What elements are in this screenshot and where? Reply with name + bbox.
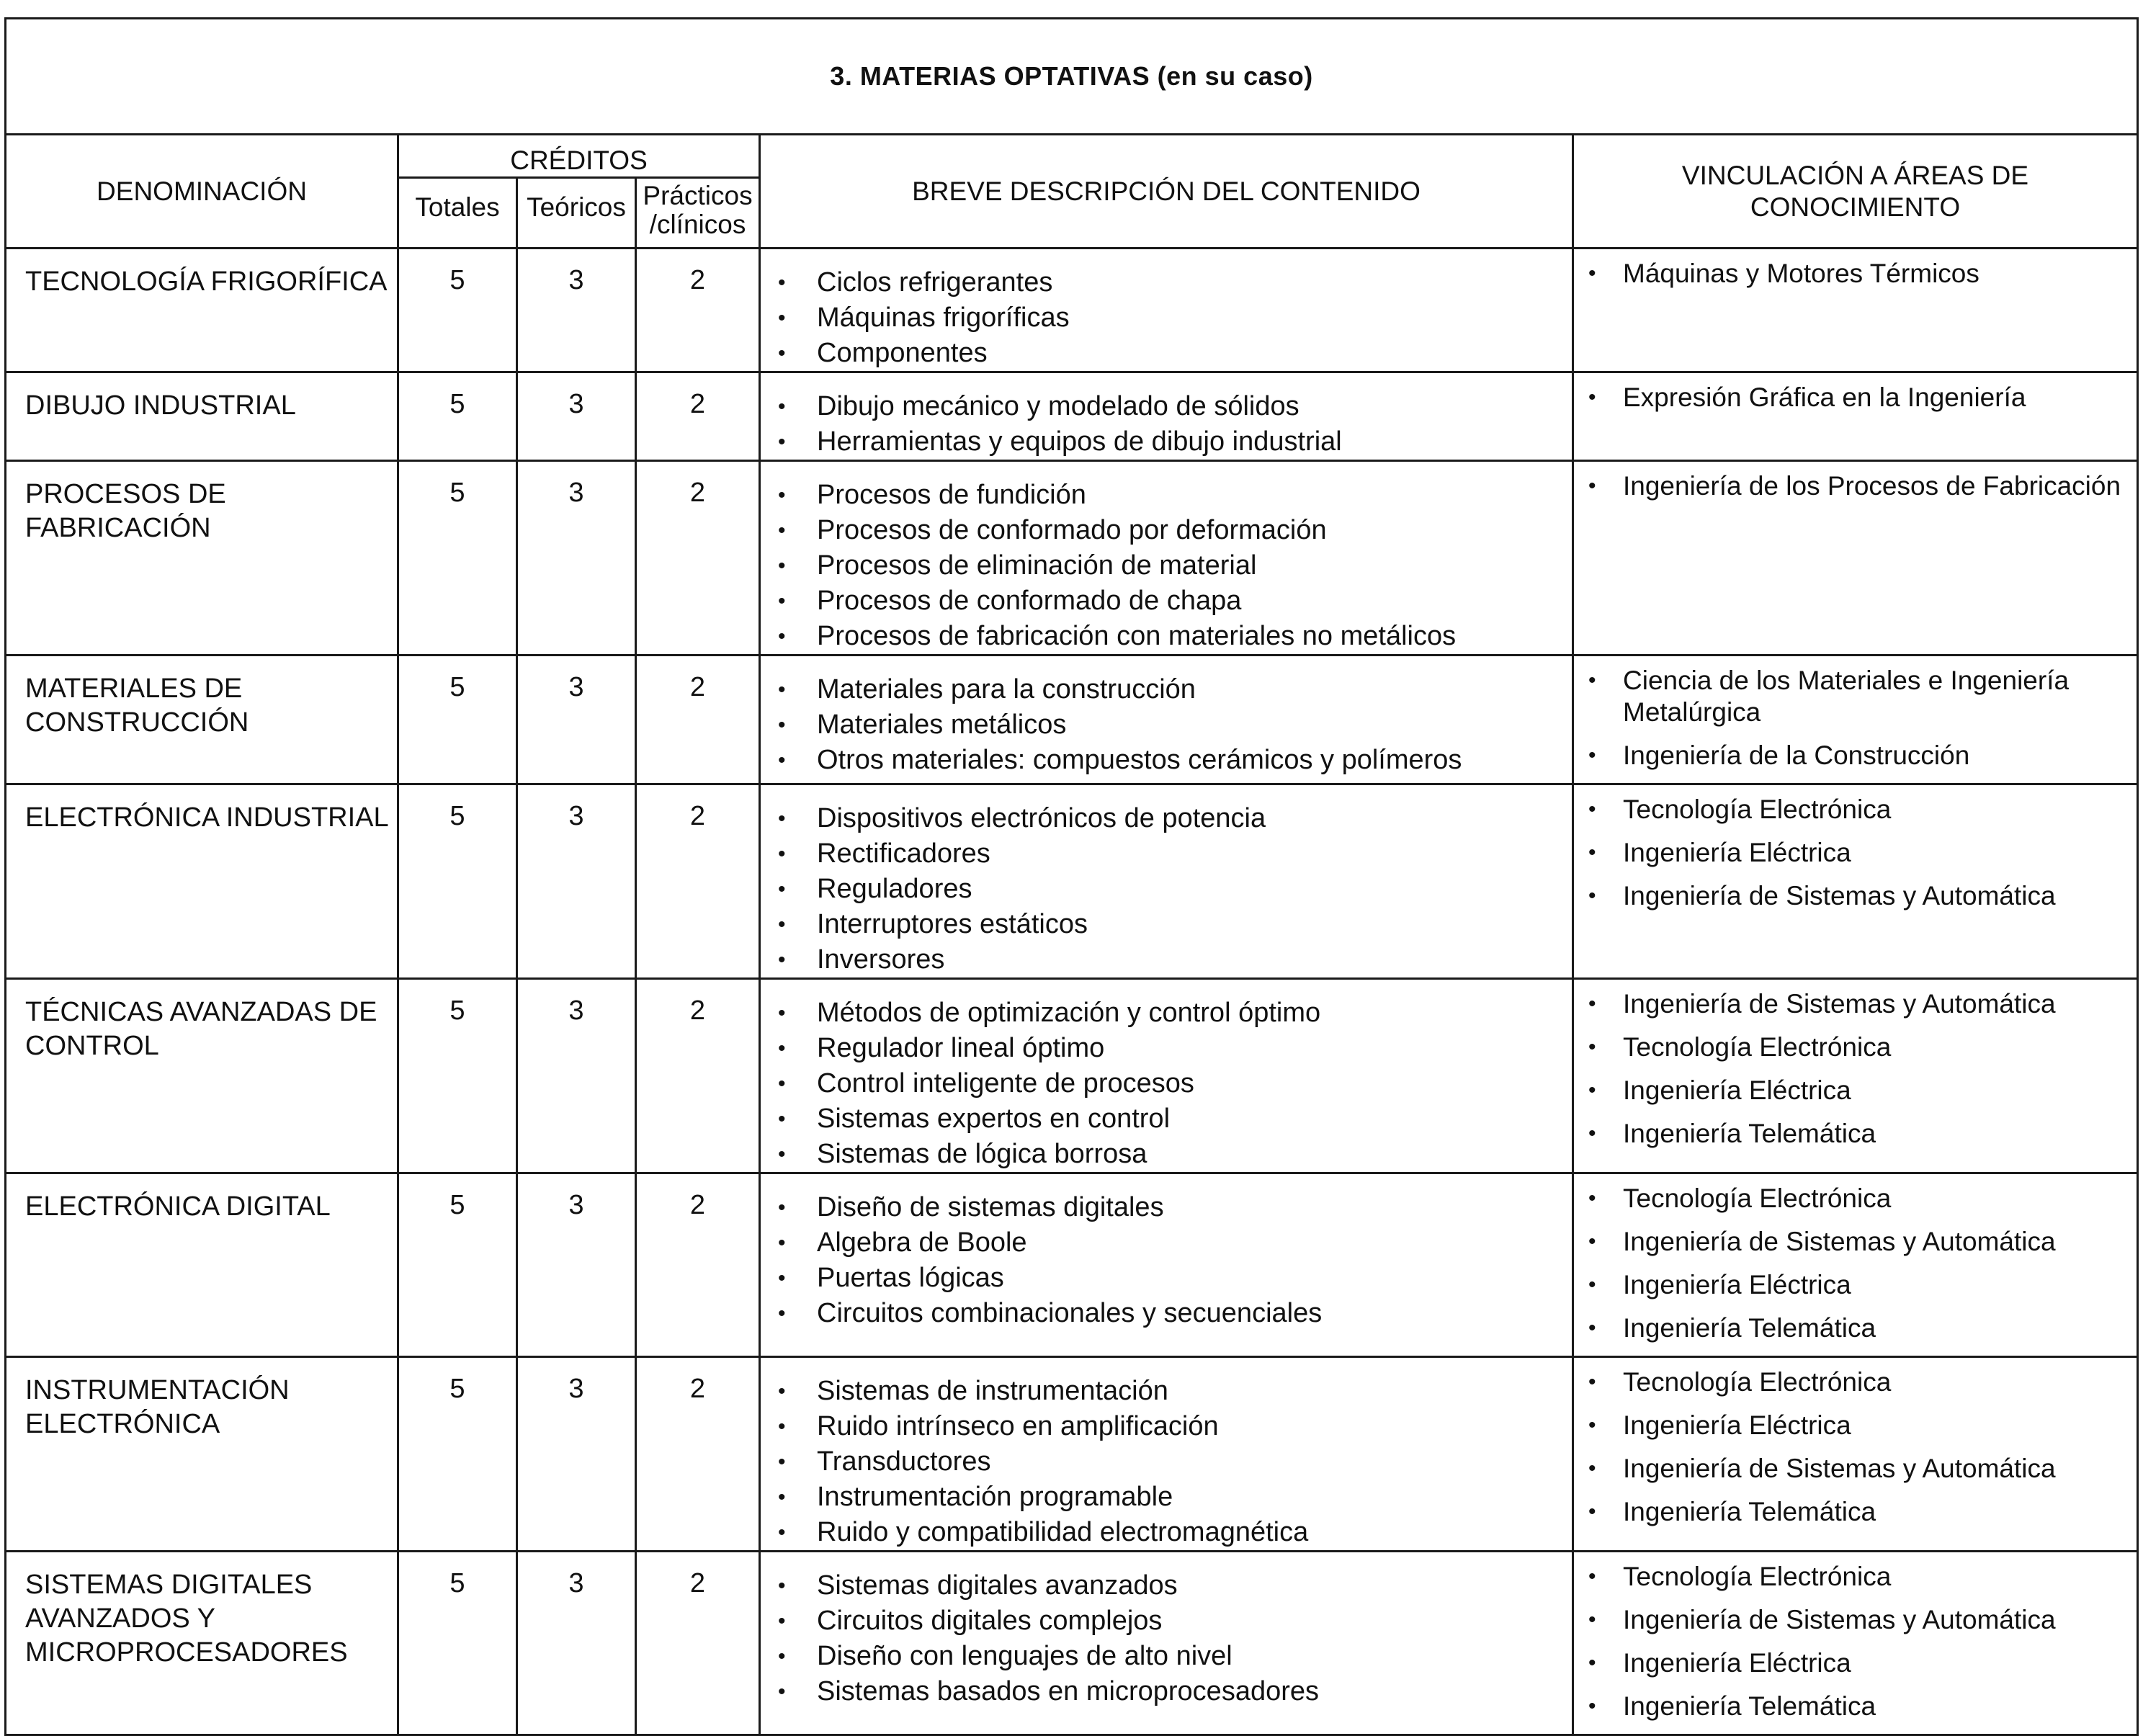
teoricos-cell: 3: [517, 372, 636, 461]
practicos-cell: 2: [636, 979, 760, 1173]
contenido-item: • Sistemas basados en microprocesadores: [775, 1674, 1572, 1709]
contenido-item: • Circuitos digitales complejos: [775, 1603, 1572, 1639]
descripcion-cell: [760, 1552, 1573, 1735]
totales-cell: 5: [398, 784, 517, 979]
area-item: • Ingeniería Eléctrica: [1583, 1410, 2137, 1441]
contenido-item: • Control inteligente de procesos: [775, 1066, 1572, 1101]
contenido-item: • Procesos de fabricación con materiales no metálicos: [775, 619, 1572, 654]
practicos-cell: 2: [636, 1552, 760, 1735]
header-practicos-line-2: /clínicos: [649, 210, 746, 239]
descripcion-cell: [760, 461, 1573, 656]
contenido-item: • Transductores: [775, 1444, 1572, 1480]
table-title: 3. MATERIAS OPTATIVAS (en su caso): [6, 19, 2138, 135]
contenido-list: [761, 1358, 1572, 1550]
contenido-list: [761, 656, 1572, 778]
teoricos-cell: 3: [517, 979, 636, 1173]
table-row: [6, 784, 2138, 979]
descripcion-cell: [760, 249, 1573, 372]
table-row: [6, 1357, 2138, 1552]
contenido-item: • Sistemas digitales avanzados: [775, 1568, 1572, 1603]
contenido-item: • Materiales metálicos: [775, 707, 1572, 743]
vinculacion-cell: [1573, 1173, 2138, 1357]
contenido-item: • Otros materiales: compuestos cerámicos y polímeros: [775, 743, 1572, 778]
totales-cell: 5: [398, 1357, 517, 1552]
area-item: • Ingeniería Telemática: [1583, 1691, 2137, 1722]
area-item: • Ingeniería de Sistemas y Automática: [1583, 1604, 2137, 1636]
contenido-item: • Sistemas expertos en control: [775, 1101, 1572, 1137]
area-item: • Tecnología Electrónica: [1583, 1366, 2137, 1398]
denominacion-cell: ELECTRÓNICA DIGITAL: [6, 1173, 398, 1357]
practicos-cell: 2: [636, 1173, 760, 1357]
areas-list: [1574, 785, 2137, 912]
contenido-item: • Circuitos combinacionales y secuenciales: [775, 1296, 1572, 1331]
contenido-item: • Instrumentación programable: [775, 1480, 1572, 1515]
descripcion-cell: [760, 1173, 1573, 1357]
totales-cell: 5: [398, 249, 517, 372]
totales-cell: 5: [398, 372, 517, 461]
teoricos-cell: 3: [517, 1552, 636, 1735]
contenido-item: • Reguladores: [775, 872, 1572, 907]
contenido-item: • Ruido intrínseco en amplificación: [775, 1409, 1572, 1444]
table-row: [6, 372, 2138, 461]
table-body: [6, 249, 2138, 1735]
totales-cell: 5: [398, 1552, 517, 1735]
area-item: • Ciencia de los Materiales e Ingeniería Metalúrgica: [1583, 665, 2137, 728]
denominacion-cell: MATERIALES DE CONSTRUCCIÓN: [6, 656, 398, 784]
vinculacion-cell: [1573, 372, 2138, 461]
area-item: • Ingeniería Eléctrica: [1583, 1647, 2137, 1679]
areas-list: [1574, 462, 2137, 502]
contenido-list: [761, 980, 1572, 1172]
practicos-cell: 2: [636, 249, 760, 372]
materias-optativas-table: [4, 17, 2139, 1736]
teoricos-cell: 3: [517, 1173, 636, 1357]
contenido-item: • Dispositivos electrónicos de potencia: [775, 801, 1572, 836]
area-item: • Ingeniería Eléctrica: [1583, 1269, 2137, 1301]
vinculacion-cell: [1573, 979, 2138, 1173]
contenido-item: • Procesos de eliminación de material: [775, 548, 1572, 583]
table-row: [6, 249, 2138, 372]
header-creditos: CRÉDITOS: [398, 135, 760, 178]
totales-cell: 5: [398, 979, 517, 1173]
denominacion-cell: INSTRUMENTACIÓN ELECTRÓNICA: [6, 1357, 398, 1552]
contenido-item: • Sistemas de lógica borrosa: [775, 1137, 1572, 1172]
practicos-cell: 2: [636, 461, 760, 656]
contenido-item: • Materiales para la construcción: [775, 672, 1572, 707]
area-item: • Máquinas y Motores Térmicos: [1583, 258, 2137, 290]
contenido-item: • Componentes: [775, 336, 1572, 371]
teoricos-cell: 3: [517, 1357, 636, 1552]
denominacion-cell: ELECTRÓNICA INDUSTRIAL: [6, 784, 398, 979]
table-row: [6, 656, 2138, 784]
areas-list: [1574, 1358, 2137, 1528]
area-item: • Tecnología Electrónica: [1583, 1183, 2137, 1214]
denominacion-cell: DIBUJO INDUSTRIAL: [6, 372, 398, 461]
totales-cell: 5: [398, 1173, 517, 1357]
contenido-item: • Algebra de Boole: [775, 1225, 1572, 1261]
areas-list: [1574, 656, 2137, 771]
vinculacion-cell: [1573, 461, 2138, 656]
denominacion-cell: SISTEMAS DIGITALES AVANZADOS Y MICROPROCESADORES: [6, 1552, 398, 1735]
contenido-list: [761, 373, 1572, 460]
descripcion-cell: [760, 1357, 1573, 1552]
contenido-item: • Métodos de optimización y control óptimo: [775, 995, 1572, 1031]
practicos-cell: 2: [636, 656, 760, 784]
header-practicos-line-1: Prácticos: [643, 181, 753, 210]
teoricos-cell: 3: [517, 461, 636, 656]
area-item: • Ingeniería Telemática: [1583, 1496, 2137, 1528]
contenido-item: • Ruido y compatibilidad electromagnética: [775, 1515, 1572, 1550]
descripcion-cell: [760, 656, 1573, 784]
areas-list: [1574, 980, 2137, 1150]
vinculacion-cell: [1573, 1552, 2138, 1735]
contenido-item: • Puertas lógicas: [775, 1261, 1572, 1296]
header-practicos: [636, 178, 760, 249]
area-item: • Tecnología Electrónica: [1583, 794, 2137, 826]
area-item: • Ingeniería de la Construcción: [1583, 740, 2137, 771]
area-item: • Ingeniería de Sistemas y Automática: [1583, 988, 2137, 1020]
area-item: • Tecnología Electrónica: [1583, 1032, 2137, 1063]
areas-list: [1574, 1174, 2137, 1344]
area-item: • Ingeniería Telemática: [1583, 1118, 2137, 1150]
practicos-cell: 2: [636, 784, 760, 979]
contenido-item: • Procesos de fundición: [775, 478, 1572, 513]
practicos-cell: 2: [636, 1357, 760, 1552]
header-vinculacion: [1573, 135, 2138, 249]
table-row: [6, 1552, 2138, 1735]
vinculacion-cell: [1573, 1357, 2138, 1552]
header-teoricos: Teóricos: [517, 178, 636, 249]
contenido-item: • Diseño de sistemas digitales: [775, 1190, 1572, 1225]
contenido-item: • Sistemas de instrumentación: [775, 1374, 1572, 1409]
descripcion-cell: [760, 979, 1573, 1173]
contenido-item: • Regulador lineal óptimo: [775, 1031, 1572, 1066]
contenido-item: • Inversores: [775, 942, 1572, 977]
area-item: • Ingeniería de Sistemas y Automática: [1583, 1453, 2137, 1485]
teoricos-cell: 3: [517, 656, 636, 784]
descripcion-cell: [760, 784, 1573, 979]
area-item: • Ingeniería de Sistemas y Automática: [1583, 880, 2137, 912]
area-item: • Ingeniería Telemática: [1583, 1312, 2137, 1344]
header-denominacion: DENOMINACIÓN: [6, 135, 398, 249]
header-vinculacion-line-2: CONOCIMIENTO: [1750, 192, 1961, 222]
contenido-item: • Diseño con lenguajes de alto nivel: [775, 1639, 1572, 1674]
vinculacion-cell: [1573, 784, 2138, 979]
document-page: [4, 17, 2137, 1736]
header-vinculacion-line-1: VINCULACIÓN A ÁREAS DE: [1681, 160, 2029, 190]
teoricos-cell: 3: [517, 784, 636, 979]
contenido-list: [761, 1174, 1572, 1331]
table-row: [6, 1173, 2138, 1357]
contenido-item: • Dibujo mecánico y modelado de sólidos: [775, 389, 1572, 424]
contenido-item: • Procesos de conformado por deformación: [775, 513, 1572, 548]
area-item: • Ingeniería Eléctrica: [1583, 1075, 2137, 1106]
area-item: • Expresión Gráfica en la Ingeniería: [1583, 382, 2137, 413]
totales-cell: 5: [398, 461, 517, 656]
contenido-list: [761, 249, 1572, 371]
teoricos-cell: 3: [517, 249, 636, 372]
area-item: • Tecnología Electrónica: [1583, 1561, 2137, 1593]
contenido-item: • Ciclos refrigerantes: [775, 265, 1572, 300]
denominacion-cell: TECNOLOGÍA FRIGORÍFICA: [6, 249, 398, 372]
contenido-list: [761, 462, 1572, 654]
vinculacion-cell: [1573, 249, 2138, 372]
contenido-item: • Rectificadores: [775, 836, 1572, 872]
denominacion-cell: TÉCNICAS AVANZADAS DE CONTROL: [6, 979, 398, 1173]
descripcion-cell: [760, 372, 1573, 461]
table-row: [6, 461, 2138, 656]
areas-list: [1574, 1552, 2137, 1722]
vinculacion-cell: [1573, 656, 2138, 784]
area-item: • Ingeniería de los Procesos de Fabricación: [1583, 470, 2137, 502]
denominacion-cell: PROCESOS DE FABRICACIÓN: [6, 461, 398, 656]
header-totales: Totales: [398, 178, 517, 249]
contenido-item: • Máquinas frigoríficas: [775, 300, 1572, 336]
area-item: • Ingeniería Eléctrica: [1583, 837, 2137, 869]
table-row: [6, 979, 2138, 1173]
header-descripcion: BREVE DESCRIPCIÓN DEL CONTENIDO: [760, 135, 1573, 249]
contenido-list: [761, 785, 1572, 977]
areas-list: [1574, 249, 2137, 290]
area-item: • Ingeniería de Sistemas y Automática: [1583, 1226, 2137, 1258]
contenido-list: [761, 1552, 1572, 1709]
areas-list: [1574, 373, 2137, 413]
totales-cell: 5: [398, 656, 517, 784]
contenido-item: • Herramientas y equipos de dibujo industrial: [775, 424, 1572, 460]
contenido-item: • Interruptores estáticos: [775, 907, 1572, 942]
contenido-item: • Procesos de conformado de chapa: [775, 583, 1572, 619]
practicos-cell: 2: [636, 372, 760, 461]
